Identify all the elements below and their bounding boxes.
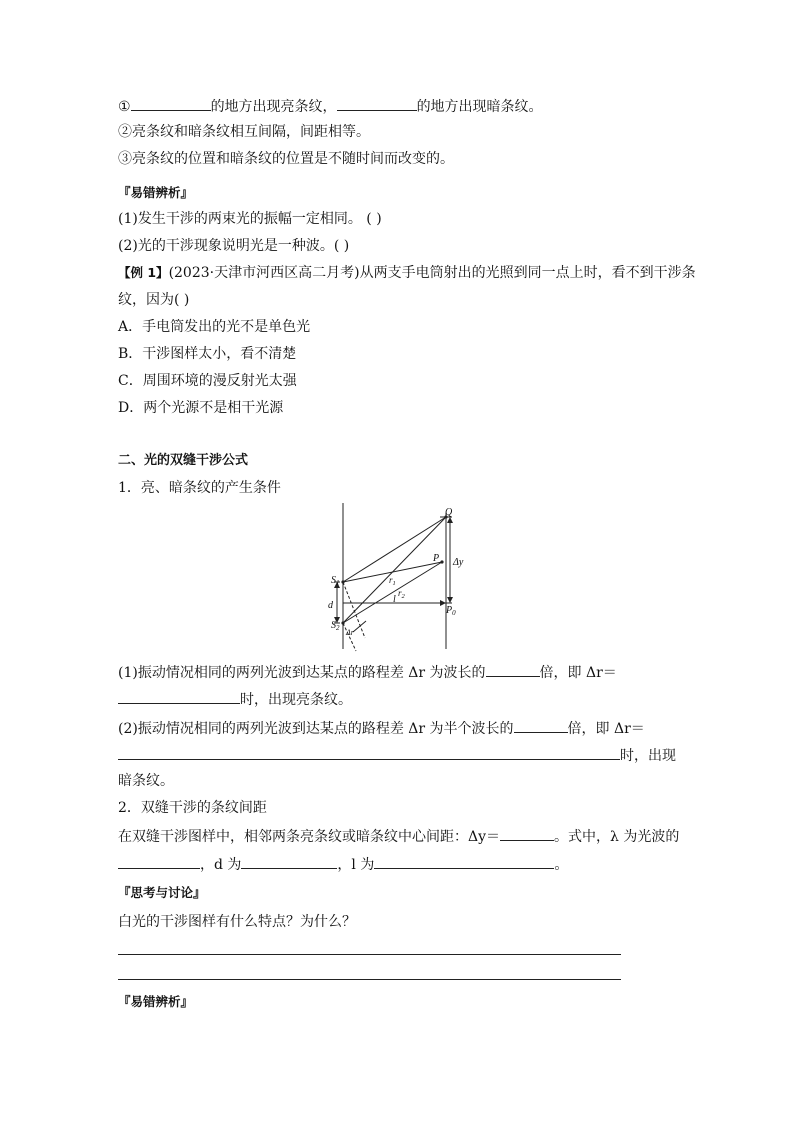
- blank-lambda[interactable]: [118, 854, 200, 869]
- option-d[interactable]: D．两个光源不是相干光源: [118, 400, 284, 416]
- blank-l[interactable]: [374, 854, 554, 869]
- answer-line-1[interactable]: [118, 954, 621, 955]
- label-d: d: [328, 600, 333, 611]
- blank-dark-condition[interactable]: [337, 96, 417, 111]
- discussion-question: 白光的干涉图样有什么特点？为什么？: [118, 914, 356, 930]
- subsection-2-heading: 2．双缝干涉的条纹间距: [118, 800, 267, 816]
- label-delta-y: Δy: [453, 557, 464, 568]
- double-slit-diagram: [320, 503, 480, 653]
- slit-s1-dot: [341, 580, 344, 583]
- dark-condition-line-2: 时，出现: [118, 745, 676, 765]
- answer-line-2[interactable]: [118, 979, 621, 980]
- judgment-item-1: (1)发生干涉的两束光的振幅一定相同。 ( ): [118, 211, 382, 227]
- judgment-item-2: (2)光的干涉现象说明光是一种波。( ): [118, 238, 350, 254]
- blank-dark-formula[interactable]: [118, 745, 620, 760]
- error-analysis-heading-2: 『易错辨析』: [118, 994, 194, 1009]
- discussion-heading: 『思考与讨论』: [118, 885, 206, 900]
- dark-condition-line-3: 暗条纹。: [118, 773, 174, 789]
- label-p0: $P_0$: [446, 605, 456, 617]
- option-a[interactable]: A．手电筒发出的光不是单色光: [118, 319, 311, 335]
- spacing-line-2: ，d 为 ，l 为 。: [118, 854, 568, 874]
- label-q: Q: [445, 507, 453, 518]
- label-p: P: [433, 553, 440, 564]
- option-b[interactable]: B．干涉图样太小，看不清楚: [118, 346, 297, 362]
- dark-condition-line: (2)振动情况相同的两列光波到达某点的路程差 Δr 为半个波长的 倍，即 Δr＝: [118, 718, 645, 738]
- label-r1: $r_1$: [389, 575, 396, 587]
- point-p-dot: [440, 560, 443, 563]
- ray-s2-q: [343, 517, 446, 623]
- label-delta-r: Δr: [346, 628, 354, 637]
- label-s2: $S_2$: [331, 620, 340, 632]
- blank-spacing-formula[interactable]: [500, 826, 554, 841]
- statement-2: ②亮条纹和暗条纹相互间隔，间距相等。: [118, 124, 370, 140]
- example-1-stem: 【例 1】(2023·天津市河西区高二月考)从两支手电筒射出的光照到同一点上时，看不到干涉条: [118, 265, 696, 281]
- blank-bright-condition[interactable]: [131, 96, 211, 111]
- option-c[interactable]: C．周围环境的漫反射光太强: [118, 373, 297, 389]
- blank-bright-multiple[interactable]: [486, 662, 540, 677]
- fill-line-1: ① 的地方出现亮条纹， 的地方出现暗条纹。: [118, 96, 543, 116]
- bright-condition-line-2: 时，出现亮条纹。: [118, 689, 352, 709]
- blank-d[interactable]: [241, 854, 337, 869]
- label-s1: $S_1$: [331, 575, 340, 587]
- statement-3: ③亮条纹的位置和暗条纹的位置是不随时间而改变的。: [118, 151, 454, 167]
- subsection-1-heading: 1．亮、暗条纹的产生条件: [118, 480, 281, 496]
- spacing-line-1: 在双缝干涉图样中，相邻两条亮条纹或暗条纹中心间距：Δy＝ 。式中，λ 为光波的: [118, 826, 679, 846]
- slit-s2-dot: [341, 621, 344, 624]
- label-l: l: [393, 594, 396, 605]
- ray-s1-q: [343, 517, 446, 582]
- path-difference-mark: [353, 621, 366, 632]
- blank-bright-formula[interactable]: [118, 689, 240, 704]
- section-2-heading: 二、光的双缝干涉公式: [118, 453, 249, 468]
- label-r2: $r_2$: [398, 588, 405, 600]
- example-1-stem-cont: 纹，因为( ): [118, 292, 190, 308]
- example-tag: 【例 1】: [118, 265, 169, 280]
- ray-r2: [343, 562, 442, 623]
- bright-condition-line: (1)振动情况相同的两列光波到达某点的路程差 Δr 为波长的 倍，即 Δr＝: [118, 662, 617, 682]
- error-analysis-heading: 『易错辨析』: [118, 185, 194, 200]
- blank-dark-multiple[interactable]: [514, 718, 568, 733]
